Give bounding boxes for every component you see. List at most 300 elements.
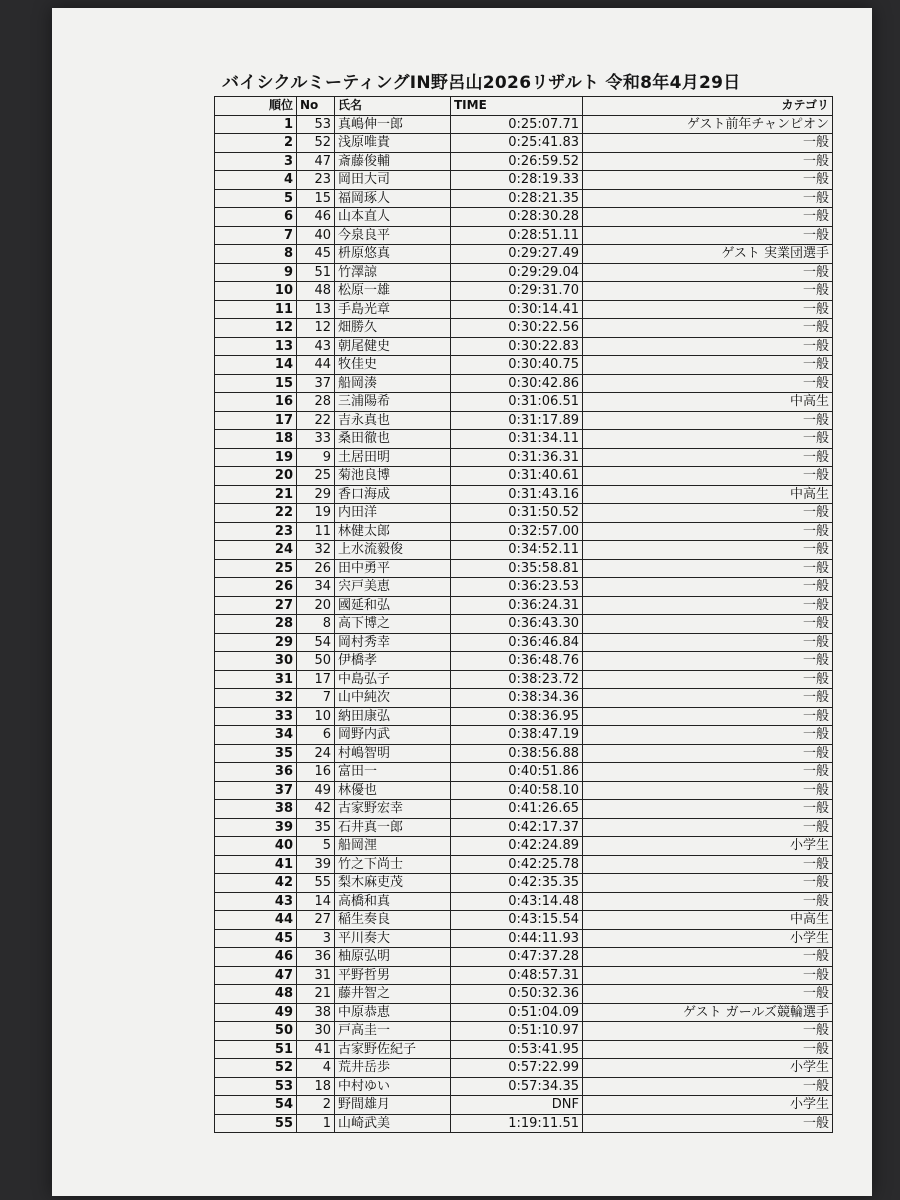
rank-cell: 30 bbox=[215, 652, 297, 671]
results-table bbox=[214, 96, 833, 1133]
finish-time-cell: 0:28:51.11 bbox=[451, 226, 583, 245]
result-sheet bbox=[52, 8, 872, 1196]
finish-time-cell: 0:38:34.36 bbox=[451, 689, 583, 708]
results-body bbox=[215, 115, 833, 1133]
category-cell: 一般 bbox=[583, 1040, 833, 1059]
table-row bbox=[215, 1059, 833, 1078]
finish-time-cell: 0:28:19.33 bbox=[451, 171, 583, 190]
category-cell: 一般 bbox=[583, 744, 833, 763]
finish-time-cell: 0:57:22.99 bbox=[451, 1059, 583, 1078]
rank-cell: 1 bbox=[215, 115, 297, 134]
racer-name-cell: 田中勇平 bbox=[335, 559, 451, 578]
category-cell: 一般 bbox=[583, 337, 833, 356]
racer-name-cell: 岡野内武 bbox=[335, 726, 451, 745]
table-row bbox=[215, 1003, 833, 1022]
header-category: カテゴリ bbox=[583, 97, 833, 116]
finish-time-cell: 0:53:41.95 bbox=[451, 1040, 583, 1059]
category-cell: 一般 bbox=[583, 615, 833, 634]
racer-name-cell: 柚原弘明 bbox=[335, 948, 451, 967]
finish-time-cell: 0:43:15.54 bbox=[451, 911, 583, 930]
table-row bbox=[215, 541, 833, 560]
category-cell: 中高生 bbox=[583, 911, 833, 930]
bib-number-cell: 17 bbox=[297, 670, 335, 689]
rank-cell: 17 bbox=[215, 411, 297, 430]
racer-name-cell: 枡原悠真 bbox=[335, 245, 451, 264]
category-cell: 一般 bbox=[583, 430, 833, 449]
racer-name-cell: 手島光章 bbox=[335, 300, 451, 319]
finish-time-cell: 0:30:42.86 bbox=[451, 374, 583, 393]
bib-number-cell: 10 bbox=[297, 707, 335, 726]
racer-name-cell: 桑田徹也 bbox=[335, 430, 451, 449]
finish-time-cell: 0:38:56.88 bbox=[451, 744, 583, 763]
rank-cell: 40 bbox=[215, 837, 297, 856]
category-cell: 一般 bbox=[583, 578, 833, 597]
category-cell: 一般 bbox=[583, 189, 833, 208]
bib-number-cell: 8 bbox=[297, 615, 335, 634]
page-title: バイシクルミーティングIN野呂山2026リザルト 令和8年4月29日 bbox=[222, 73, 741, 93]
table-row bbox=[215, 467, 833, 486]
rank-cell: 16 bbox=[215, 393, 297, 412]
table-row bbox=[215, 578, 833, 597]
rank-cell: 49 bbox=[215, 1003, 297, 1022]
bib-number-cell: 38 bbox=[297, 1003, 335, 1022]
rank-cell: 37 bbox=[215, 781, 297, 800]
category-cell: ゲスト ガールズ競輪選手 bbox=[583, 1003, 833, 1022]
bib-number-cell: 4 bbox=[297, 1059, 335, 1078]
racer-name-cell: 浅原唯貴 bbox=[335, 134, 451, 153]
table-row bbox=[215, 911, 833, 930]
racer-name-cell: 中原恭恵 bbox=[335, 1003, 451, 1022]
rank-cell: 33 bbox=[215, 707, 297, 726]
bib-number-cell: 9 bbox=[297, 448, 335, 467]
racer-name-cell: 吉永真也 bbox=[335, 411, 451, 430]
category-cell: 一般 bbox=[583, 1077, 833, 1096]
table-row bbox=[215, 929, 833, 948]
bib-number-cell: 29 bbox=[297, 485, 335, 504]
category-cell: 一般 bbox=[583, 874, 833, 893]
bib-number-cell: 48 bbox=[297, 282, 335, 301]
rank-cell: 5 bbox=[215, 189, 297, 208]
table-row bbox=[215, 948, 833, 967]
racer-name-cell: 戸高圭一 bbox=[335, 1022, 451, 1041]
bib-number-cell: 40 bbox=[297, 226, 335, 245]
bib-number-cell: 49 bbox=[297, 781, 335, 800]
finish-time-cell: 0:50:32.36 bbox=[451, 985, 583, 1004]
finish-time-cell: 0:36:46.84 bbox=[451, 633, 583, 652]
racer-name-cell: 高橋和真 bbox=[335, 892, 451, 911]
category-cell: 一般 bbox=[583, 559, 833, 578]
rank-cell: 39 bbox=[215, 818, 297, 837]
finish-time-cell: 0:34:52.11 bbox=[451, 541, 583, 560]
finish-time-cell: 0:31:36.31 bbox=[451, 448, 583, 467]
rank-cell: 44 bbox=[215, 911, 297, 930]
table-row bbox=[215, 615, 833, 634]
rank-cell: 19 bbox=[215, 448, 297, 467]
table-row bbox=[215, 855, 833, 874]
bib-number-cell: 35 bbox=[297, 818, 335, 837]
category-cell: 一般 bbox=[583, 763, 833, 782]
rank-cell: 12 bbox=[215, 319, 297, 338]
table-row bbox=[215, 504, 833, 523]
category-cell: 一般 bbox=[583, 726, 833, 745]
category-cell: 中高生 bbox=[583, 485, 833, 504]
racer-name-cell: 牧佳史 bbox=[335, 356, 451, 375]
table-row bbox=[215, 874, 833, 893]
racer-name-cell: 荒井岳歩 bbox=[335, 1059, 451, 1078]
bib-number-cell: 27 bbox=[297, 911, 335, 930]
category-cell: 一般 bbox=[583, 633, 833, 652]
table-row bbox=[215, 448, 833, 467]
table-row bbox=[215, 189, 833, 208]
racer-name-cell: 中島弘子 bbox=[335, 670, 451, 689]
table-row bbox=[215, 1022, 833, 1041]
table-row bbox=[215, 837, 833, 856]
rank-cell: 36 bbox=[215, 763, 297, 782]
racer-name-cell: 内田洋 bbox=[335, 504, 451, 523]
category-cell: ゲスト 実業団選手 bbox=[583, 245, 833, 264]
table-row bbox=[215, 596, 833, 615]
table-row bbox=[215, 1114, 833, 1133]
table-row bbox=[215, 411, 833, 430]
bib-number-cell: 34 bbox=[297, 578, 335, 597]
category-cell: 一般 bbox=[583, 134, 833, 153]
rank-cell: 26 bbox=[215, 578, 297, 597]
category-cell: 一般 bbox=[583, 171, 833, 190]
table-row bbox=[215, 559, 833, 578]
racer-name-cell: 船岡浬 bbox=[335, 837, 451, 856]
finish-time-cell: 0:28:21.35 bbox=[451, 189, 583, 208]
category-cell: 一般 bbox=[583, 282, 833, 301]
bib-number-cell: 3 bbox=[297, 929, 335, 948]
racer-name-cell: 宍戸美恵 bbox=[335, 578, 451, 597]
rank-cell: 25 bbox=[215, 559, 297, 578]
rank-cell: 20 bbox=[215, 467, 297, 486]
racer-name-cell: 野間雄月 bbox=[335, 1096, 451, 1115]
category-cell: 中高生 bbox=[583, 393, 833, 412]
rank-cell: 41 bbox=[215, 855, 297, 874]
table-row bbox=[215, 171, 833, 190]
racer-name-cell: 上水流毅俊 bbox=[335, 541, 451, 560]
rank-cell: 11 bbox=[215, 300, 297, 319]
finish-time-cell: 0:36:48.76 bbox=[451, 652, 583, 671]
category-cell: 一般 bbox=[583, 689, 833, 708]
racer-name-cell: 岡村秀幸 bbox=[335, 633, 451, 652]
table-row bbox=[215, 282, 833, 301]
category-cell: 一般 bbox=[583, 985, 833, 1004]
table-row bbox=[215, 522, 833, 541]
bib-number-cell: 16 bbox=[297, 763, 335, 782]
bib-number-cell: 11 bbox=[297, 522, 335, 541]
category-cell: 一般 bbox=[583, 263, 833, 282]
racer-name-cell: 船岡湊 bbox=[335, 374, 451, 393]
rank-cell: 54 bbox=[215, 1096, 297, 1115]
table-row bbox=[215, 985, 833, 1004]
racer-name-cell: 古家野宏幸 bbox=[335, 800, 451, 819]
bib-number-cell: 13 bbox=[297, 300, 335, 319]
category-cell: 小学生 bbox=[583, 929, 833, 948]
rank-cell: 29 bbox=[215, 633, 297, 652]
finish-time-cell: 0:29:29.04 bbox=[451, 263, 583, 282]
bib-number-cell: 22 bbox=[297, 411, 335, 430]
racer-name-cell: 今泉良平 bbox=[335, 226, 451, 245]
finish-time-cell: 0:25:07.71 bbox=[451, 115, 583, 134]
racer-name-cell: 福岡琢人 bbox=[335, 189, 451, 208]
bib-number-cell: 30 bbox=[297, 1022, 335, 1041]
bib-number-cell: 6 bbox=[297, 726, 335, 745]
category-cell: 一般 bbox=[583, 652, 833, 671]
bib-number-cell: 12 bbox=[297, 319, 335, 338]
bib-number-cell: 54 bbox=[297, 633, 335, 652]
racer-name-cell: 山崎武美 bbox=[335, 1114, 451, 1133]
finish-time-cell: 0:38:36.95 bbox=[451, 707, 583, 726]
category-cell: 一般 bbox=[583, 781, 833, 800]
bib-number-cell: 18 bbox=[297, 1077, 335, 1096]
finish-time-cell: 0:31:17.89 bbox=[451, 411, 583, 430]
racer-name-cell: 真嶋伸一郎 bbox=[335, 115, 451, 134]
table-row bbox=[215, 245, 833, 264]
rank-cell: 42 bbox=[215, 874, 297, 893]
racer-name-cell: 岡田大司 bbox=[335, 171, 451, 190]
racer-name-cell: 林健太郎 bbox=[335, 522, 451, 541]
rank-cell: 4 bbox=[215, 171, 297, 190]
rank-cell: 48 bbox=[215, 985, 297, 1004]
rank-cell: 50 bbox=[215, 1022, 297, 1041]
category-cell: 一般 bbox=[583, 948, 833, 967]
category-cell: 小学生 bbox=[583, 1059, 833, 1078]
racer-name-cell: 松原一雄 bbox=[335, 282, 451, 301]
finish-time-cell: 0:35:58.81 bbox=[451, 559, 583, 578]
racer-name-cell: 林優也 bbox=[335, 781, 451, 800]
bib-number-cell: 20 bbox=[297, 596, 335, 615]
bib-number-cell: 39 bbox=[297, 855, 335, 874]
table-row bbox=[215, 744, 833, 763]
category-cell: 一般 bbox=[583, 300, 833, 319]
racer-name-cell: 藤井智之 bbox=[335, 985, 451, 1004]
rank-cell: 53 bbox=[215, 1077, 297, 1096]
finish-time-cell: DNF bbox=[451, 1096, 583, 1115]
table-row bbox=[215, 633, 833, 652]
bib-number-cell: 26 bbox=[297, 559, 335, 578]
rank-cell: 27 bbox=[215, 596, 297, 615]
table-row bbox=[215, 263, 833, 282]
finish-time-cell: 0:36:43.30 bbox=[451, 615, 583, 634]
finish-time-cell: 0:51:10.97 bbox=[451, 1022, 583, 1041]
racer-name-cell: 菊池良博 bbox=[335, 467, 451, 486]
rank-cell: 47 bbox=[215, 966, 297, 985]
rank-cell: 10 bbox=[215, 282, 297, 301]
finish-time-cell: 0:30:22.83 bbox=[451, 337, 583, 356]
category-cell: 一般 bbox=[583, 522, 833, 541]
rank-cell: 7 bbox=[215, 226, 297, 245]
finish-time-cell: 0:31:06.51 bbox=[451, 393, 583, 412]
header-no: No bbox=[297, 97, 335, 116]
finish-time-cell: 0:42:25.78 bbox=[451, 855, 583, 874]
table-row bbox=[215, 800, 833, 819]
racer-name-cell: 伊橋孝 bbox=[335, 652, 451, 671]
table-row bbox=[215, 966, 833, 985]
racer-name-cell: 納田康弘 bbox=[335, 707, 451, 726]
racer-name-cell: 高下博之 bbox=[335, 615, 451, 634]
table-row bbox=[215, 485, 833, 504]
bib-number-cell: 46 bbox=[297, 208, 335, 227]
bib-number-cell: 21 bbox=[297, 985, 335, 1004]
table-row bbox=[215, 892, 833, 911]
finish-time-cell: 0:57:34.35 bbox=[451, 1077, 583, 1096]
bib-number-cell: 25 bbox=[297, 467, 335, 486]
racer-name-cell: 山本直人 bbox=[335, 208, 451, 227]
category-cell: 一般 bbox=[583, 1114, 833, 1133]
category-cell: 小学生 bbox=[583, 837, 833, 856]
finish-time-cell: 0:31:50.52 bbox=[451, 504, 583, 523]
racer-name-cell: 平野哲男 bbox=[335, 966, 451, 985]
table-row bbox=[215, 134, 833, 153]
table-row bbox=[215, 393, 833, 412]
racer-name-cell: 平川奏大 bbox=[335, 929, 451, 948]
finish-time-cell: 0:43:14.48 bbox=[451, 892, 583, 911]
rank-cell: 21 bbox=[215, 485, 297, 504]
category-cell: 一般 bbox=[583, 800, 833, 819]
racer-name-cell: 朝尾健史 bbox=[335, 337, 451, 356]
racer-name-cell: 富田一 bbox=[335, 763, 451, 782]
bib-number-cell: 15 bbox=[297, 189, 335, 208]
bib-number-cell: 2 bbox=[297, 1096, 335, 1115]
table-row bbox=[215, 818, 833, 837]
category-cell: 一般 bbox=[583, 596, 833, 615]
category-cell: 一般 bbox=[583, 226, 833, 245]
category-cell: 一般 bbox=[583, 670, 833, 689]
rank-cell: 3 bbox=[215, 152, 297, 171]
rank-cell: 28 bbox=[215, 615, 297, 634]
rank-cell: 24 bbox=[215, 541, 297, 560]
table-row bbox=[215, 781, 833, 800]
category-cell: 一般 bbox=[583, 152, 833, 171]
racer-name-cell: 山中純次 bbox=[335, 689, 451, 708]
finish-time-cell: 0:38:47.19 bbox=[451, 726, 583, 745]
racer-name-cell: 梨木麻吏茂 bbox=[335, 874, 451, 893]
finish-time-cell: 0:40:58.10 bbox=[451, 781, 583, 800]
bib-number-cell: 52 bbox=[297, 134, 335, 153]
rank-cell: 34 bbox=[215, 726, 297, 745]
rank-cell: 15 bbox=[215, 374, 297, 393]
finish-time-cell: 0:38:23.72 bbox=[451, 670, 583, 689]
bib-number-cell: 5 bbox=[297, 837, 335, 856]
category-cell: 一般 bbox=[583, 892, 833, 911]
rank-cell: 43 bbox=[215, 892, 297, 911]
rank-cell: 32 bbox=[215, 689, 297, 708]
table-row bbox=[215, 763, 833, 782]
bib-number-cell: 41 bbox=[297, 1040, 335, 1059]
bib-number-cell: 33 bbox=[297, 430, 335, 449]
rank-cell: 14 bbox=[215, 356, 297, 375]
bib-number-cell: 36 bbox=[297, 948, 335, 967]
finish-time-cell: 0:31:43.16 bbox=[451, 485, 583, 504]
racer-name-cell: 國延和弘 bbox=[335, 596, 451, 615]
rank-cell: 55 bbox=[215, 1114, 297, 1133]
category-cell: 一般 bbox=[583, 356, 833, 375]
rank-cell: 6 bbox=[215, 208, 297, 227]
category-cell: 一般 bbox=[583, 208, 833, 227]
finish-time-cell: 0:44:11.93 bbox=[451, 929, 583, 948]
racer-name-cell: 村嶋智明 bbox=[335, 744, 451, 763]
bib-number-cell: 32 bbox=[297, 541, 335, 560]
category-cell: 一般 bbox=[583, 448, 833, 467]
bib-number-cell: 28 bbox=[297, 393, 335, 412]
table-row bbox=[215, 670, 833, 689]
category-cell: 一般 bbox=[583, 504, 833, 523]
bib-number-cell: 37 bbox=[297, 374, 335, 393]
bib-number-cell: 53 bbox=[297, 115, 335, 134]
bib-number-cell: 44 bbox=[297, 356, 335, 375]
rank-cell: 31 bbox=[215, 670, 297, 689]
finish-time-cell: 0:36:24.31 bbox=[451, 596, 583, 615]
racer-name-cell: 稲生奏良 bbox=[335, 911, 451, 930]
rank-cell: 2 bbox=[215, 134, 297, 153]
finish-time-cell: 0:30:40.75 bbox=[451, 356, 583, 375]
rank-cell: 38 bbox=[215, 800, 297, 819]
table-row bbox=[215, 152, 833, 171]
table-row bbox=[215, 430, 833, 449]
bib-number-cell: 24 bbox=[297, 744, 335, 763]
category-cell: 一般 bbox=[583, 855, 833, 874]
bib-number-cell: 7 bbox=[297, 689, 335, 708]
rank-cell: 22 bbox=[215, 504, 297, 523]
bib-number-cell: 45 bbox=[297, 245, 335, 264]
bib-number-cell: 1 bbox=[297, 1114, 335, 1133]
table-row bbox=[215, 1040, 833, 1059]
table-row bbox=[215, 707, 833, 726]
finish-time-cell: 0:26:59.52 bbox=[451, 152, 583, 171]
table-row bbox=[215, 689, 833, 708]
finish-time-cell: 0:48:57.31 bbox=[451, 966, 583, 985]
finish-time-cell: 0:42:17.37 bbox=[451, 818, 583, 837]
finish-time-cell: 0:25:41.83 bbox=[451, 134, 583, 153]
finish-time-cell: 0:36:23.53 bbox=[451, 578, 583, 597]
rank-cell: 18 bbox=[215, 430, 297, 449]
table-row bbox=[215, 300, 833, 319]
racer-name-cell: 竹之下尚士 bbox=[335, 855, 451, 874]
table-row bbox=[215, 374, 833, 393]
finish-time-cell: 0:41:26.65 bbox=[451, 800, 583, 819]
finish-time-cell: 0:29:27.49 bbox=[451, 245, 583, 264]
finish-time-cell: 0:29:31.70 bbox=[451, 282, 583, 301]
category-cell: 一般 bbox=[583, 319, 833, 338]
table-row bbox=[215, 319, 833, 338]
table-row bbox=[215, 356, 833, 375]
bib-number-cell: 55 bbox=[297, 874, 335, 893]
bib-number-cell: 23 bbox=[297, 171, 335, 190]
category-cell: 一般 bbox=[583, 818, 833, 837]
category-cell: 一般 bbox=[583, 707, 833, 726]
category-cell: 一般 bbox=[583, 374, 833, 393]
category-cell: 一般 bbox=[583, 1022, 833, 1041]
racer-name-cell: 香口海成 bbox=[335, 485, 451, 504]
rank-cell: 9 bbox=[215, 263, 297, 282]
bib-number-cell: 42 bbox=[297, 800, 335, 819]
table-row bbox=[215, 1077, 833, 1096]
rank-cell: 23 bbox=[215, 522, 297, 541]
finish-time-cell: 0:31:34.11 bbox=[451, 430, 583, 449]
finish-time-cell: 0:32:57.00 bbox=[451, 522, 583, 541]
category-cell: 小学生 bbox=[583, 1096, 833, 1115]
table-row bbox=[215, 652, 833, 671]
rank-cell: 8 bbox=[215, 245, 297, 264]
racer-name-cell: 古家野佐紀子 bbox=[335, 1040, 451, 1059]
category-cell: 一般 bbox=[583, 541, 833, 560]
table-row bbox=[215, 208, 833, 227]
racer-name-cell: 畑勝久 bbox=[335, 319, 451, 338]
racer-name-cell: 竹澤諒 bbox=[335, 263, 451, 282]
finish-time-cell: 0:30:22.56 bbox=[451, 319, 583, 338]
